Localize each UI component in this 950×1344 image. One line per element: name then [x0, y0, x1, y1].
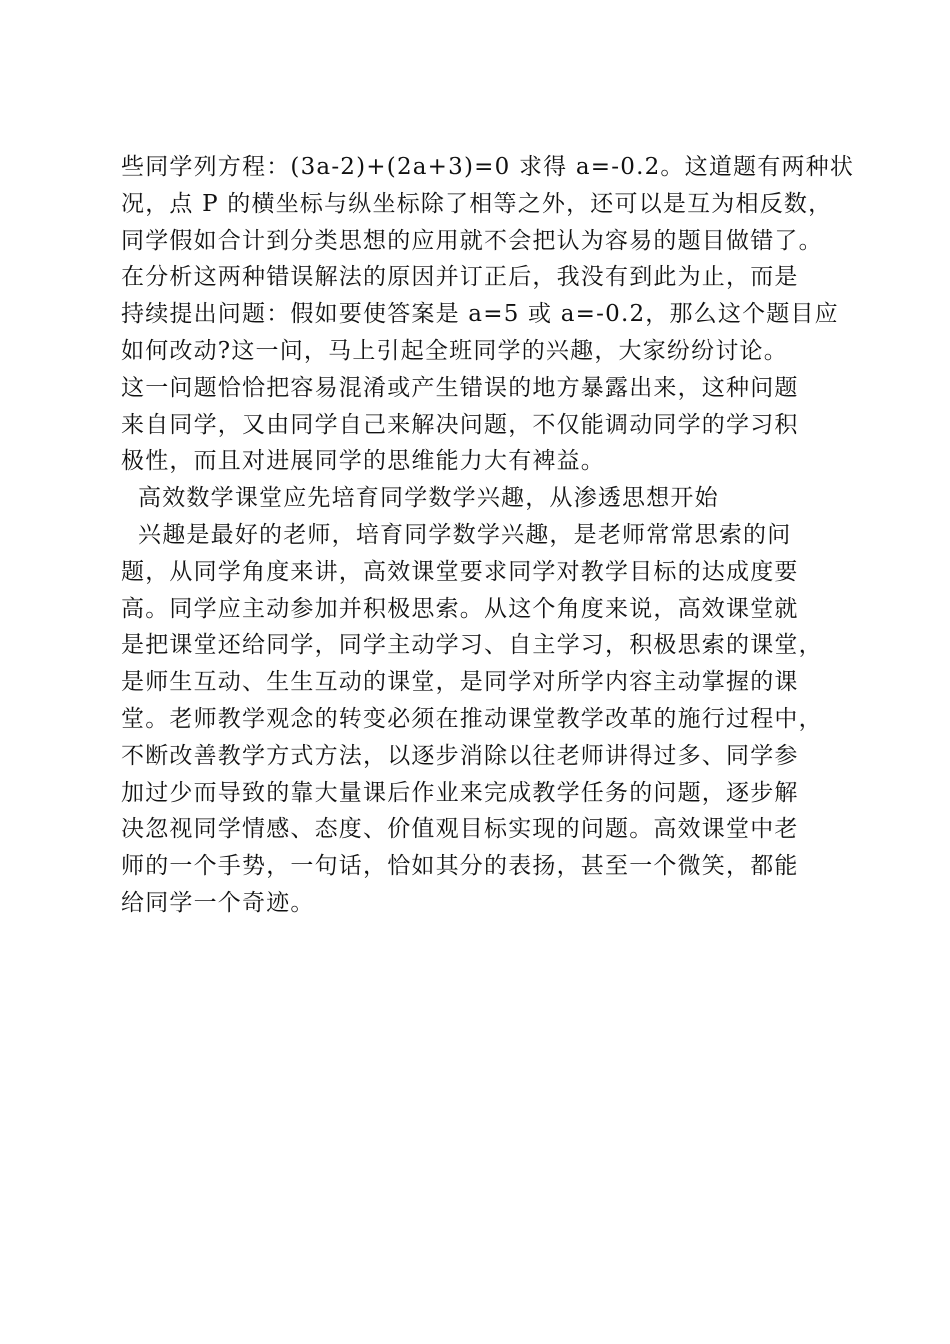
text-line: 是师生互动、生生互动的课堂，是同学对所学内容主动掌握的课 — [121, 669, 799, 696]
text-line: 是把课堂还给同学，同学主动学习、自主学习，积极思索的课堂， — [121, 632, 823, 659]
text-line: 兴趣是最好的老师，培育同学数学兴趣，是老师常常思索的问 — [121, 521, 792, 548]
text-line: 堂。老师教学观念的转变必须在推动课堂教学改革的施行过程中， — [121, 705, 823, 732]
text-line: 持续提出问题：假如要使答案是 a=5 或 a=-0.2，那么这个题目应 — [121, 301, 839, 328]
text-line: 不断改善教学方式方法，以逐步消除以往老师讲得过多、同学参 — [121, 742, 799, 769]
text-line: 极性，而且对进展同学的思维能力大有裨益。 — [121, 448, 605, 475]
text-line: 如何改动?这一问，马上引起全班同学的兴趣，大家纷纷讨论。 — [121, 337, 788, 364]
text-line: 给同学一个奇迹。 — [121, 889, 315, 916]
text-line: 同学假如合计到分类思想的应用就不会把认为容易的题目做错了。 — [121, 227, 823, 254]
text-line: 加过少而导致的靠大量课后作业来完成教学任务的问题，逐步解 — [121, 779, 799, 806]
text-line: 题，从同学角度来讲，高效课堂要求同学对教学目标的达成度要 — [121, 558, 799, 585]
text-line: 决忽视同学情感、态度、价值观目标实现的问题。高效课堂中老 — [121, 816, 799, 843]
text-line: 来自同学，又由同学自己来解决问题，不仅能调动同学的学习积 — [121, 411, 799, 438]
text-line: 些同学列方程：(3a-2)+(2a+3)=0 求得 a=-0.2。这道题有两种状 — [121, 154, 855, 180]
text-line: 在分析这两种错误解法的原因并订正后，我没有到此为止，而是 — [121, 264, 799, 291]
text-line: 况，点 P 的横坐标与纵坐标除了相等之外，还可以是互为相反数， — [121, 190, 833, 217]
text-line: 这一问题恰恰把容易混淆或产生错误的地方暴露出来，这种问题 — [121, 374, 799, 401]
text-line: 师的一个手势，一句话，恰如其分的表扬，甚至一个微笑，都能 — [121, 853, 799, 880]
section-heading: 高效数学课堂应先培育同学数学兴趣，从渗透思想开始 — [121, 485, 719, 512]
document-body — [121, 149, 855, 922]
text-line: 高。同学应主动参加并积极思索。从这个角度来说，高效课堂就 — [121, 595, 799, 622]
